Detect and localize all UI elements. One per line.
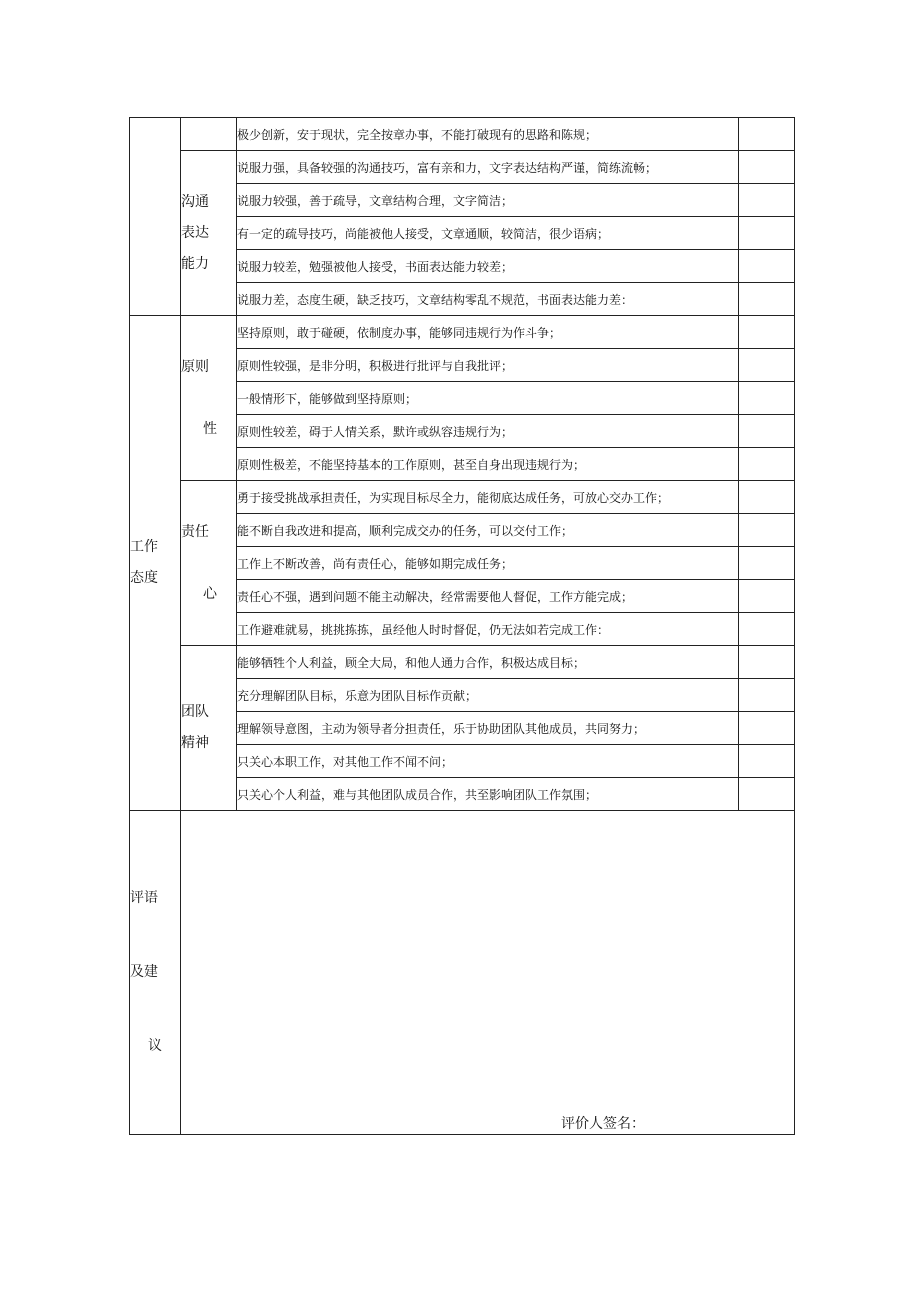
- criterion-desc: 能不断自我改进和提高，顺利完成交办的任务，可以交付工作；: [237, 514, 739, 547]
- category-cell-prev: [130, 118, 181, 316]
- subcategory-responsibility: [181, 481, 237, 646]
- criterion-desc: 说服力较差，勉强被他人接受，书面表达能力较差；: [237, 250, 739, 283]
- score-cell[interactable]: [739, 679, 795, 712]
- subcategory-label-line1: 原则: [181, 358, 209, 375]
- criterion-desc: 原则性较差，碍于人情关系，默许或纵容违规行为；: [237, 415, 739, 448]
- criterion-desc: 只关心本职工作，对其他工作不闻不问；: [237, 745, 739, 778]
- criterion-desc: 原则性较强，是非分明，积极进行批评与自我批评；: [237, 349, 739, 382]
- table-row: [130, 646, 795, 679]
- criterion-desc: 充分理解团队目标，乐意为团队目标作贡献；: [237, 679, 739, 712]
- table-row: [130, 118, 795, 151]
- criterion-desc: 能够牺牲个人利益，顾全大局，和他人通力合作，积极达成目标；: [237, 646, 739, 679]
- score-cell[interactable]: [739, 382, 795, 415]
- criterion-desc: 说服力差，态度生硬，缺乏技巧，文章结构零乱不规范，书面表达能力差：: [237, 283, 739, 316]
- criterion-desc: 极少创新，安于现状，完全按章办事，不能打破现有的思路和陈规；: [237, 118, 739, 151]
- criterion-desc: 一般情形下，能够做到坚持原则；: [237, 382, 739, 415]
- score-cell[interactable]: [739, 283, 795, 316]
- score-cell[interactable]: [739, 646, 795, 679]
- criterion-desc: 说服力较强，善于疏导，文章结构合理，文字简洁；: [237, 184, 739, 217]
- criterion-desc: 勇于接受挑战承担责任，为实现目标尽全力，能彻底达成任务，可放心交办工作；: [237, 481, 739, 514]
- remarks-row: [130, 811, 795, 1135]
- score-cell[interactable]: [739, 745, 795, 778]
- table-row: [130, 316, 795, 349]
- score-cell[interactable]: [739, 547, 795, 580]
- score-cell[interactable]: [739, 349, 795, 382]
- score-cell[interactable]: [739, 118, 795, 151]
- evaluation-form-table: [129, 117, 795, 1135]
- score-cell[interactable]: [739, 184, 795, 217]
- criterion-desc: 说服力强，具备较强的沟通技巧，富有亲和力，文字表达结构严谨，简练流畅；: [237, 151, 739, 184]
- score-cell[interactable]: [739, 316, 795, 349]
- subcategory-principle: [181, 316, 237, 481]
- criterion-desc: 有一定的疏导技巧，尚能被他人接受，文章通顺，较简洁，很少语病；: [237, 217, 739, 250]
- subcategory-communication: 沟通 表达 能力: [181, 151, 237, 316]
- remarks-label-line1: 评语: [130, 890, 158, 906]
- criterion-desc: 原则性极差，不能坚持基本的工作原则，甚至自身出现违规行为；: [237, 448, 739, 481]
- subcategory-cell-prev: [181, 118, 237, 151]
- score-cell[interactable]: [739, 580, 795, 613]
- score-cell[interactable]: [739, 778, 795, 811]
- score-cell[interactable]: [739, 217, 795, 250]
- score-cell[interactable]: [739, 415, 795, 448]
- score-cell[interactable]: [739, 613, 795, 646]
- remarks-input-area[interactable]: [181, 811, 795, 1135]
- criterion-desc: 工作避难就易，挑挑拣拣，虽经他人时时督促，仍无法如若完成工作：: [237, 613, 739, 646]
- subcategory-label-line2: 性: [203, 420, 217, 437]
- remarks-label-line3: 议: [148, 1038, 162, 1054]
- criterion-desc: 只关心个人利益，难与其他团队成员合作，共至影响团队工作氛围；: [237, 778, 739, 811]
- score-cell[interactable]: [739, 481, 795, 514]
- remarks-label-line2: 及建: [130, 964, 158, 980]
- signature-label: 评价人签名：: [561, 1116, 645, 1132]
- score-cell[interactable]: [739, 712, 795, 745]
- score-cell[interactable]: [739, 448, 795, 481]
- score-cell[interactable]: [739, 151, 795, 184]
- criterion-desc: 工作上不断改善，尚有责任心，能够如期完成任务；: [237, 547, 739, 580]
- criterion-desc: 理解领导意图，主动为领导者分担责任，乐于协助团队其他成员，共同努力；: [237, 712, 739, 745]
- subcategory-teamwork: 团队 精神: [181, 646, 237, 811]
- subcategory-label-line1: 责任: [181, 523, 209, 540]
- criterion-desc: 责任心不强，遇到问题不能主动解决，经常需要他人督促，工作方能完成；: [237, 580, 739, 613]
- subcategory-label-line2: 心: [203, 585, 217, 602]
- score-cell[interactable]: [739, 514, 795, 547]
- table-row: [130, 481, 795, 514]
- criterion-desc: 坚持原则，敢于碰硬，依制度办事，能够同违规行为作斗争；: [237, 316, 739, 349]
- table-row: [130, 151, 795, 184]
- score-cell[interactable]: [739, 250, 795, 283]
- remarks-label: [130, 811, 181, 1135]
- category-work-attitude: 工作 态度: [130, 316, 181, 811]
